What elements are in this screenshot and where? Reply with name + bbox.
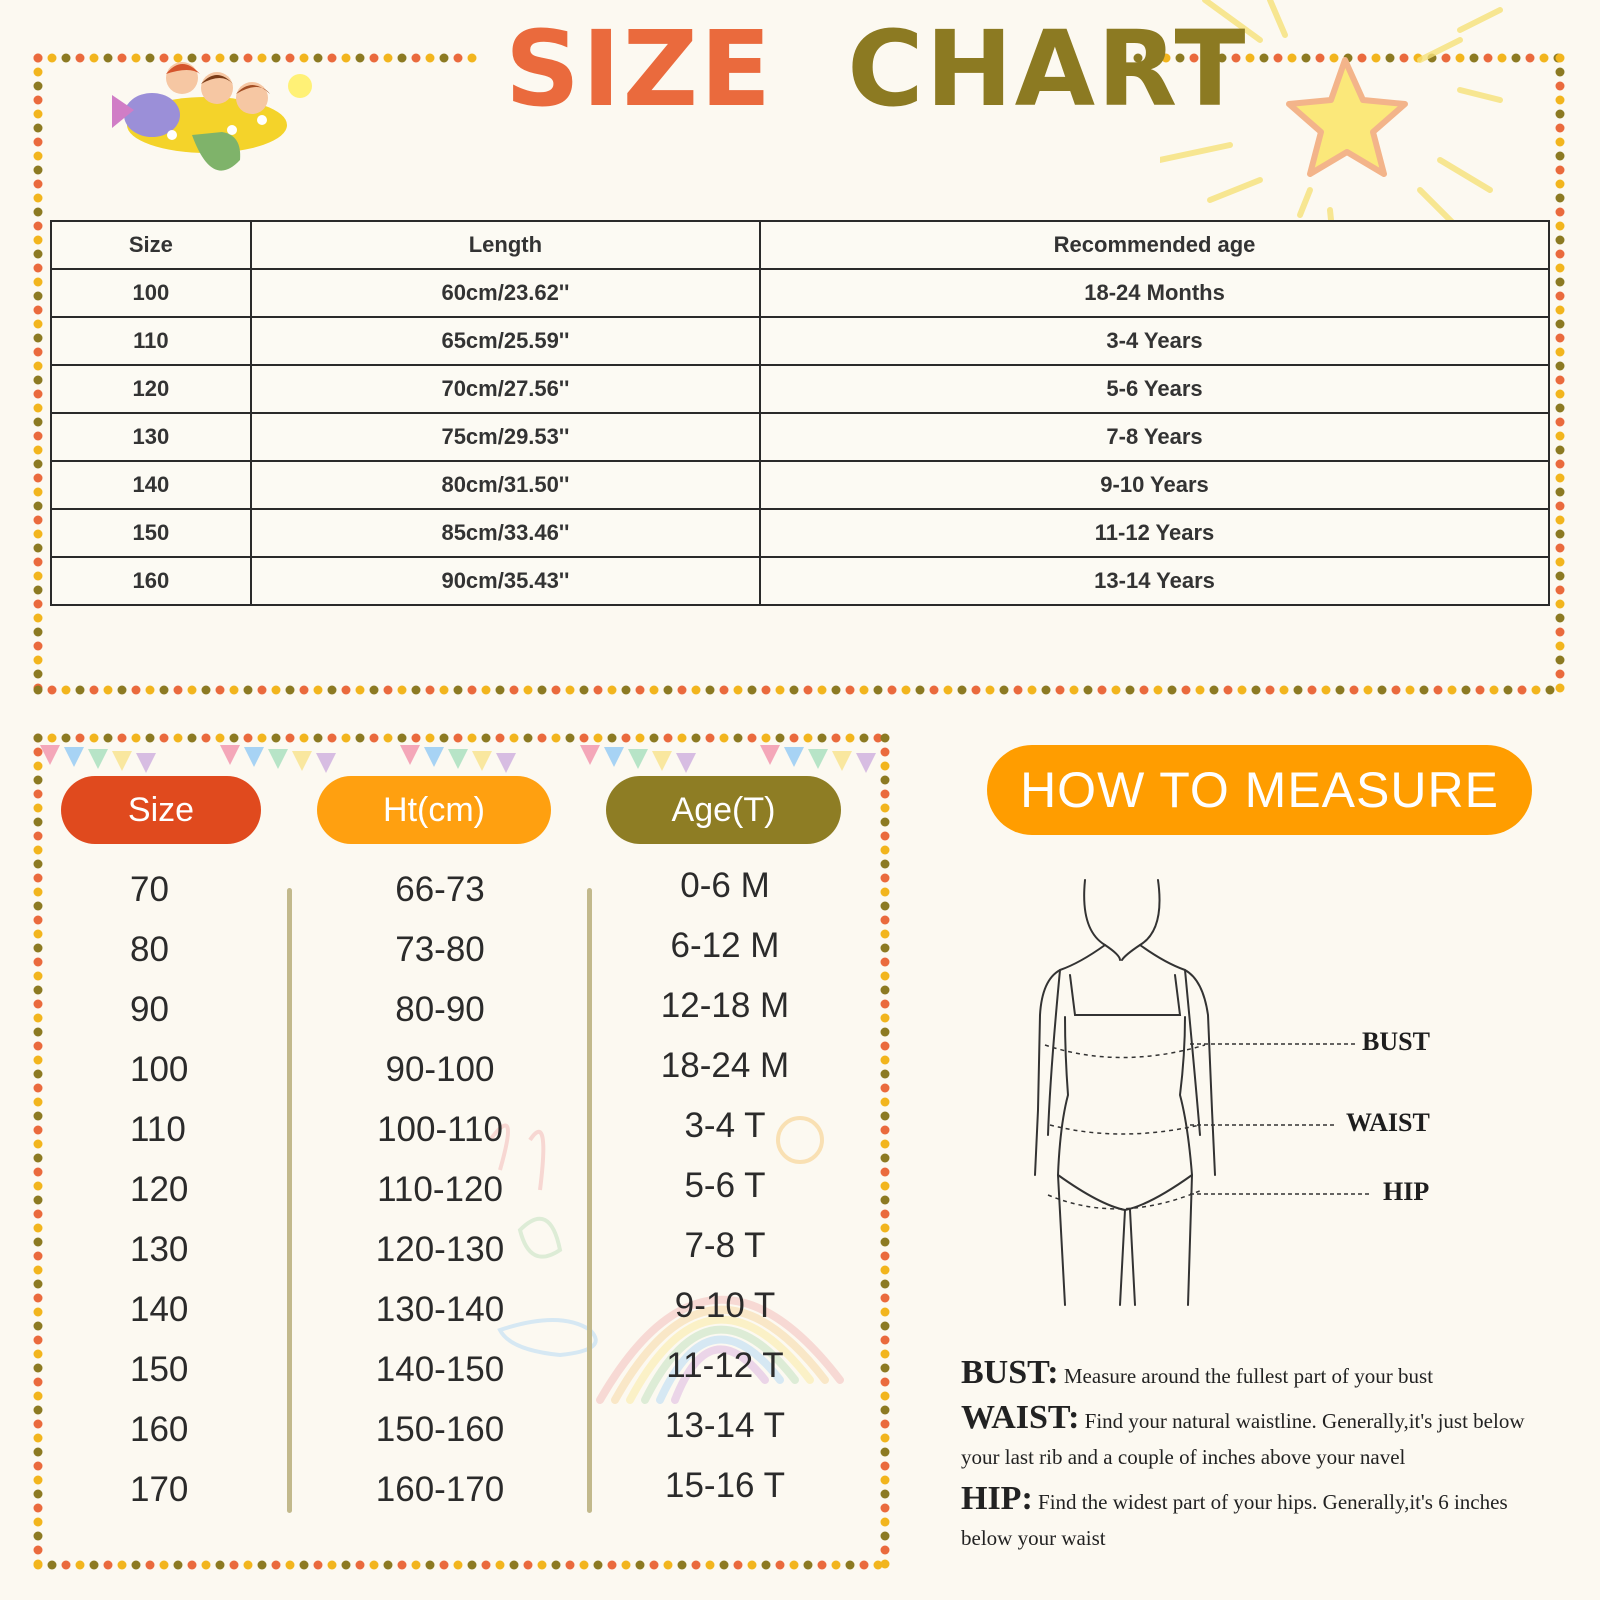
cell-size: 120 — [51, 365, 251, 413]
age-column — [615, 856, 835, 1516]
column-divider-2 — [587, 888, 592, 1513]
height-column — [340, 860, 540, 1520]
table-row — [51, 365, 1549, 413]
column-divider-1 — [287, 888, 292, 1513]
bunting-decoration — [40, 740, 880, 780]
size-column — [130, 860, 250, 1520]
age-value: 6-12 M — [670, 926, 780, 965]
size-length-age-table — [50, 220, 1550, 606]
bust-label: BUST — [1362, 1027, 1430, 1056]
cell-size: 140 — [51, 461, 251, 509]
age-value: 0-6 M — [680, 866, 770, 905]
cell-length: 90cm/35.43'' — [251, 557, 760, 605]
instruction-waist: WAIST: Find your natural waistline. Generally,it's just below your last rib and a couple of inches above your navel — [961, 1399, 1525, 1469]
hip-label: HIP — [1383, 1177, 1430, 1206]
age-value: 7-8 T — [684, 1226, 766, 1265]
cell-size: 130 — [51, 413, 251, 461]
cell-recommended-age: 9-10 Years — [760, 461, 1549, 509]
age-value: 9-10 T — [674, 1286, 776, 1325]
cell-length: 70cm/27.56'' — [251, 365, 760, 413]
age-value: 11-12 T — [666, 1346, 784, 1385]
cell-length: 75cm/29.53'' — [251, 413, 760, 461]
size-value: 70 — [130, 870, 169, 909]
height-value: 140-150 — [375, 1350, 505, 1389]
height-value: 150-160 — [375, 1410, 505, 1449]
cell-recommended-age: 5-6 Years — [760, 365, 1549, 413]
size-value: 110 — [130, 1110, 186, 1149]
instruction-bust: BUST: Measure around the fullest part of your bust — [961, 1354, 1434, 1391]
height-value: 100-110 — [377, 1110, 503, 1149]
table-row — [51, 557, 1549, 605]
cell-length: 60cm/23.62'' — [251, 269, 760, 317]
height-value: 73-80 — [395, 930, 485, 969]
table-header-row — [51, 221, 1549, 269]
header-recommended-age: Recommended age — [760, 221, 1549, 269]
cell-recommended-age: 18-24 Months — [760, 269, 1549, 317]
size-value: 160 — [130, 1410, 189, 1449]
column-header-height: Ht(cm) — [317, 776, 551, 844]
page-title — [505, 8, 1248, 130]
height-value: 120-130 — [375, 1230, 505, 1269]
cell-size: 160 — [51, 557, 251, 605]
size-value: 120 — [130, 1170, 189, 1209]
age-value: 15-16 T — [665, 1466, 785, 1505]
cell-length: 80cm/31.50'' — [251, 461, 760, 509]
column-header-age: Age(T) — [606, 776, 841, 844]
size-value: 170 — [130, 1470, 189, 1509]
height-value: 160-170 — [375, 1470, 505, 1509]
table-row — [51, 317, 1549, 365]
size-value: 130 — [130, 1230, 189, 1269]
cell-recommended-age: 7-8 Years — [760, 413, 1549, 461]
age-value: 3-4 T — [684, 1106, 766, 1145]
table-row — [51, 509, 1549, 557]
column-header-size: Size — [61, 776, 261, 844]
age-value: 18-24 M — [660, 1046, 790, 1085]
cell-recommended-age: 3-4 Years — [760, 317, 1549, 365]
height-value: 90-100 — [385, 1050, 495, 1089]
cell-size: 100 — [51, 269, 251, 317]
cell-recommended-age: 13-14 Years — [760, 557, 1549, 605]
kids-airplane-illustration — [112, 40, 332, 190]
table-row — [51, 461, 1549, 509]
waist-label: WAIST — [1346, 1108, 1430, 1137]
title-part-chart: CHART — [847, 8, 1248, 130]
instruction-hip: HIP: Find the widest part of your hips. Generally,it's 6 inches below your waist — [961, 1480, 1508, 1550]
size-value: 100 — [130, 1050, 189, 1089]
size-value: 140 — [130, 1290, 189, 1329]
height-value: 110-120 — [377, 1170, 503, 1209]
age-value: 12-18 M — [660, 986, 790, 1025]
size-value: 80 — [130, 930, 169, 969]
cell-length: 65cm/25.59'' — [251, 317, 760, 365]
cell-size: 110 — [51, 317, 251, 365]
size-value: 90 — [130, 990, 169, 1029]
header-length: Length — [251, 221, 760, 269]
how-to-measure-banner: HOW TO MEASURE — [987, 745, 1532, 835]
height-value: 66-73 — [395, 870, 485, 909]
cell-length: 85cm/33.46'' — [251, 509, 760, 557]
measurement-instructions — [961, 1355, 1561, 1562]
height-value: 80-90 — [395, 990, 485, 1029]
table-row — [51, 269, 1549, 317]
cell-size: 150 — [51, 509, 251, 557]
table-row — [51, 413, 1549, 461]
cell-recommended-age: 11-12 Years — [760, 509, 1549, 557]
age-value: 13-14 T — [665, 1406, 785, 1445]
height-value: 130-140 — [375, 1290, 505, 1329]
header-size: Size — [51, 221, 251, 269]
size-value: 150 — [130, 1350, 189, 1389]
title-part-size: SIZE — [505, 8, 774, 130]
age-value: 5-6 T — [684, 1166, 766, 1205]
